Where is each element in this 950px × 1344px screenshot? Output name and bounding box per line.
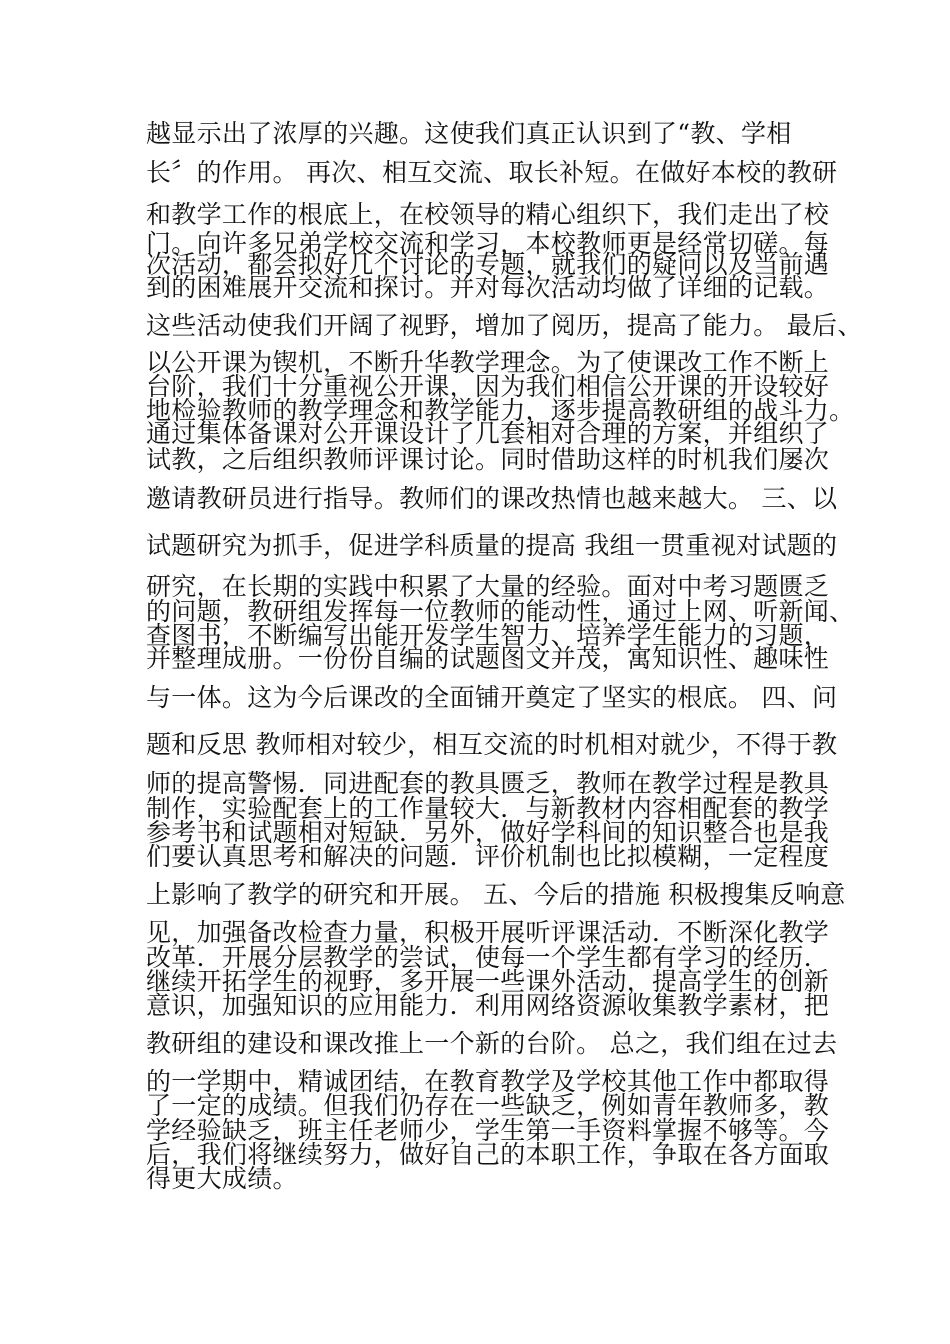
text-line: 越显示出了浓厚的兴趣。这使我们真正认识到了“教、学相 <box>146 119 792 148</box>
text-line: 改革．开展分层教学的尝试，使每一个学生都有学习的经历． <box>146 943 830 972</box>
text-line: 试教，之后组织教师评课讨论。同时借助这样的时机我们屡次 <box>146 445 830 474</box>
text-line: 题和反思 教师相对较少，相互交流的时机相对就少，不得于教 <box>146 730 838 759</box>
text-line: 并整理成册。一份份自编的试题图文并茂，寓知识性、趣味性 <box>146 644 830 673</box>
text-line: 以公开课为锲机，不断升华教学理念。为了使课改工作不断上 <box>146 348 830 377</box>
text-line: 台阶，我们十分重视公开课，因为我们相信公开课的开设较好 <box>146 372 830 401</box>
text-line: 参考书和试题相对短缺．另外，做好学科间的知识整合也是我 <box>146 818 830 847</box>
text-line: 教研组的建设和课改推上一个新的台阶。 总之，我们组在过去 <box>146 1029 838 1058</box>
text-line: 长〞的作用。 再次、相互交流、取长补短。在做好本校的教研 <box>146 158 838 187</box>
text-line: 的一学期中，精诚团结，在教育教学及学校其他工作中都取得 <box>146 1067 830 1096</box>
text-line: 研究，在长期的实践中积累了大量的经验。面对中考习题匮乏 <box>146 572 830 601</box>
text-line: 这些活动使我们开阔了视野，增加了阅历，提高了能力。 最后、 <box>146 311 863 340</box>
text-line: 师的提高警惕．同进配套的教具匮乏，教师在教学过程是教具 <box>146 769 830 798</box>
text-line: 通过集体备课对公开课设计了几套相对合理的方案，并组织了 <box>146 419 830 448</box>
text-line: 后，我们将继续努力，做好自己的本职工作，争取在各方面取 <box>146 1140 830 1169</box>
text-line: 了一定的成绩。但我们仍存在一些缺乏，例如青年教师多，教 <box>146 1091 830 1120</box>
text-line: 们要认真思考和解决的问题．评价机制也比拟模糊，一定程度 <box>146 842 830 871</box>
text-line: 意识，加强知识的应用能力．利用网络资源收集教学素材，把 <box>146 991 830 1020</box>
text-line: 试题研究为抓手，促进学科质量的提高 我组一贯重视对试题的 <box>146 531 838 560</box>
text-line: 邀请教研员进行指导。教师们的课改热情也越来越大。 三、以 <box>146 484 838 513</box>
text-line: 见，加强备改检查力量，积极开展听评课活动．不断深化教学 <box>146 918 830 947</box>
text-line: 门。向许多兄弟学校交流和学习，本校教师更是经常切磋。每 <box>146 229 830 258</box>
text-line: 到的困难展开交流和探讨。并对每次活动均做了详细的记载。 <box>146 273 830 302</box>
text-line: 次活动，都会拟好几个讨论的专题，就我们的疑问以及当前遇 <box>146 250 830 279</box>
text-line: 查图书，不断编写出能开发学生智力、培养学生能力的习题， <box>146 621 830 650</box>
text-line: 制作，实验配套上的工作量较大．与新教材内容相配套的教学 <box>146 794 830 823</box>
text-line: 和教学工作的根底上，在校领导的精心组织下，我们走出了校 <box>146 200 830 229</box>
text-line: 地检验教师的教学理念和教学能力，逐步提高教研组的战斗力。 <box>146 396 855 425</box>
text-line: 继续开拓学生的视野，多开展一些课外活动，提高学生的创新 <box>146 967 830 996</box>
text-line: 与一体。这为今后课改的全面铺开奠定了坚实的根底。 四、问 <box>146 683 838 712</box>
text-line: 的问题，教研组发挥每一位教师的能动性，通过上网、听新闻、 <box>146 597 855 626</box>
text-line: 得更大成绩。 <box>146 1164 298 1193</box>
text-line: 学经验缺乏，班主任老师少，学生第一手资料掌握不够等。今 <box>146 1116 830 1145</box>
text-line: 上影响了教学的研究和开展。 五、今后的措施 积极搜集反响意 <box>146 880 846 909</box>
